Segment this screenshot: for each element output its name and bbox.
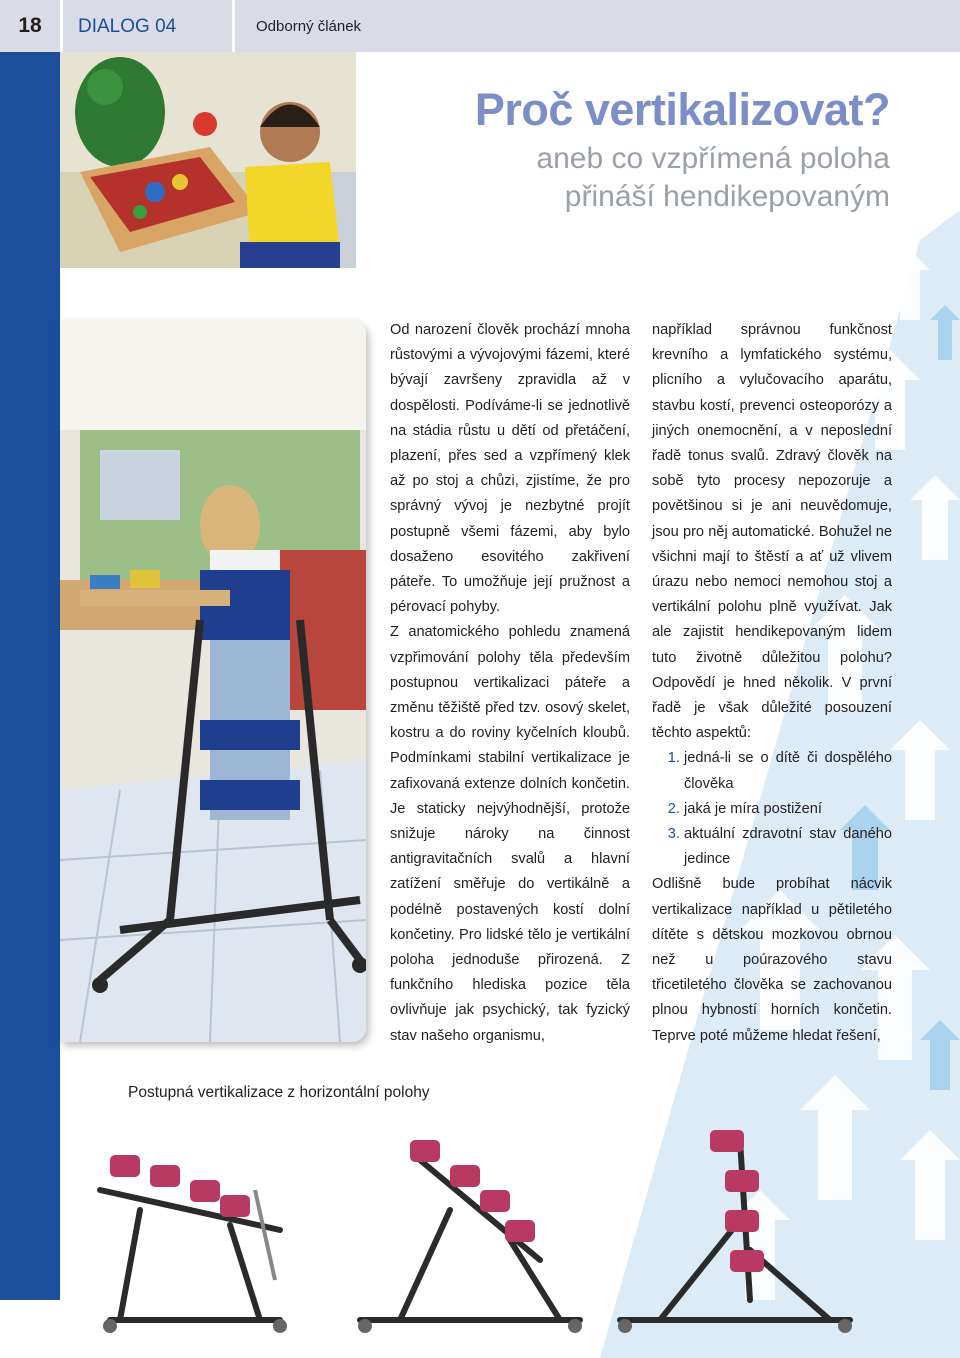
magazine-name: DIALOG 04 <box>78 16 177 37</box>
text-column-2 <box>652 318 892 1049</box>
aspects-list <box>652 746 892 872</box>
girl-in-stander-photo <box>60 320 366 1042</box>
stander-horizontal-image <box>80 1130 360 1340</box>
figure-caption: Postupná vertikalizace z horizontální polohy <box>128 1084 430 1101</box>
left-margin-band <box>0 52 60 1300</box>
article-title: Proč vertikalizovat? <box>474 84 890 135</box>
stander-tilted-image <box>340 1130 620 1340</box>
article-subtitle: aneb co vzpřímená poloha přináší hendikepovaným <box>536 142 890 213</box>
list-item: 2. jaká je míra postižení <box>684 797 892 822</box>
stander-vertical-image <box>600 1130 880 1340</box>
paragraph: například správnou funkčnost krevního a lymfatického systému, plicního a vylučovacího aparátu, stavbu kostí, prevenci osteoporózy a jiných onemocnění, a v neposlední řadě tonus svalů. Zdravý člověk na sobě tyto procesy nepozoruje a povětšinou si je ani neuvědomuje, jsou pro něj automatické. Bohužel ne všichni mají to štěstí a ať už vlivem úrazu nebo nemoci nemohou stoj a vertikální polohu plně využívat. Jak ale zajistit hendikepovaným lidem tuto životně důležitou polohu? Odpovědí je hned několik. V první řadě je však důležité posouzení těchto aspektů: <box>652 322 892 742</box>
header-divider <box>232 0 235 52</box>
header-divider <box>60 0 63 52</box>
boy-playing-photo <box>60 52 356 268</box>
page-number: 18 <box>18 14 42 37</box>
paragraph: Z anatomického pohledu znamená vzpřimování polohy těla především postupnou vertikalizaci páteře a změnu těžiště před tzv. osový skelet, kostru a do roviny kyčelních kloubů. Podmínkami stabilní vertikalizace je zafixovaná extenze dolních končetin. Je staticky nejvýhodnější, protože snižuje nároky na činnost antigravitačních svalů a hlavní zatížení směřuje do vertikálně a podélně postavených kostí dolní končetiny. Pro lidské tělo je vertikální poloha jednoduše přirozená. Z funkčního hlediska pozice těla ovlivňuje jak psychický, tak fyzický stav našeho organismu, <box>390 624 630 1044</box>
paragraph: Od narození člověk prochází mnoha růstovými a vývojovými fázemi, které bývají završeny zpravidla až v dospělosti. Podíváme-li se jednotlivě na stádia růstu u dětí od přetáčení, plazení, přes sed a vzpřímený klek až po stoj a chůzi, zjistíme, že pro správný vývoj je nezbytné projít postupně všemi fázemi, aby bylo dosaženo esovitého zakřivení páteře. To umožňuje její pružnost a pérovací pohyby. <box>390 322 630 616</box>
list-item: 1. jedná-li se o dítě či dospělého člověka <box>684 746 892 796</box>
page-header <box>0 0 960 52</box>
list-item: 3. aktuální zdravotní stav daného jedince <box>684 822 892 872</box>
section-label: Odborný článek <box>256 18 362 35</box>
text-column-1 <box>390 318 630 1049</box>
paragraph: Odlišně bude probíhat nácvik vertikalizace například u pětiletého dítěte s dětskou mozkovou obrnou než u poúrazového stavu třicetiletého člověka se zachovanou plnou hybností horních končetin. Teprve poté můžeme hledat řešení, <box>652 876 892 1044</box>
